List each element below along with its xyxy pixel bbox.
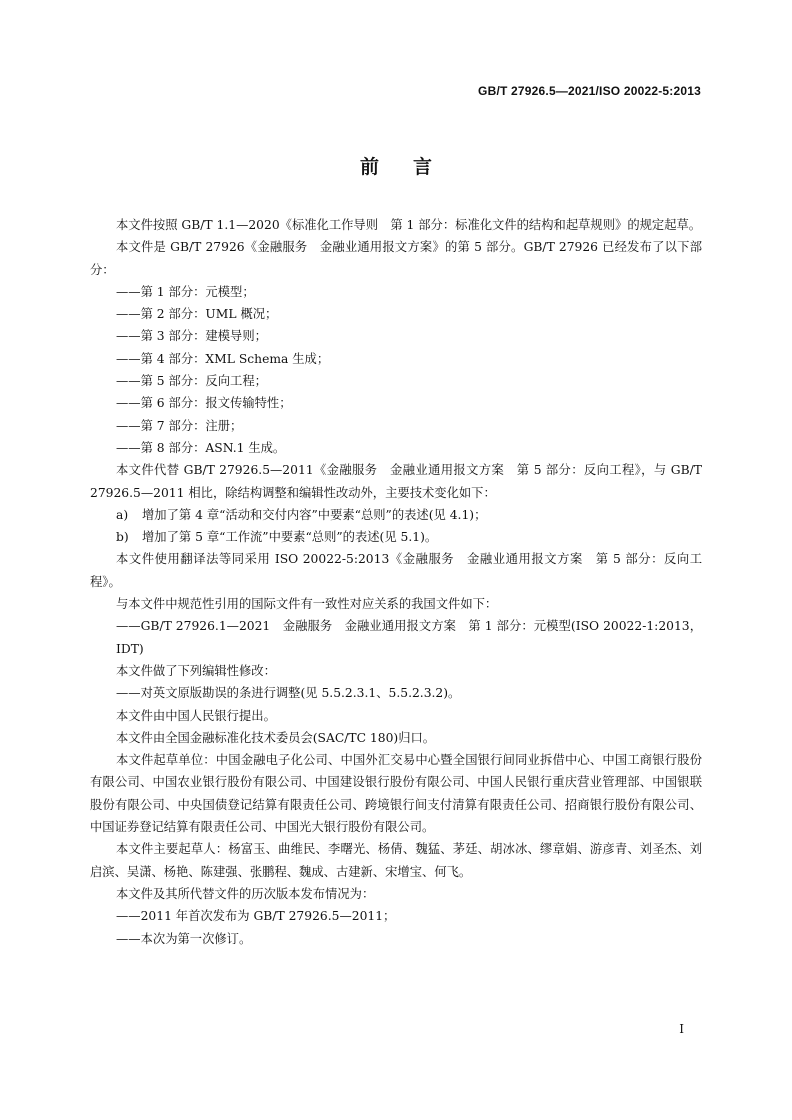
list-item-part: ——第 7 部分：注册； xyxy=(116,418,243,433)
list-item-history: ——本次为第一次修订。 xyxy=(116,931,252,946)
paragraph-drafters: 本文件主要起草人：杨富玉、曲维民、李曙光、杨倩、魏猛、茅廷、胡冰冰、缪章娟、游彦青、刘圣杰、刘启滨、吴潇、杨艳、陈建强、张鹏程、魏成、古建新、宋增宝、何飞。 xyxy=(90,842,702,879)
page-title: 前言 xyxy=(359,156,466,178)
change-label: b) xyxy=(116,530,129,545)
paragraph-history-intro: 本文件及其所代替文件的历次版本发布情况为： xyxy=(116,886,375,901)
list-item-part: ——第 6 部分：报文传输特性； xyxy=(116,396,292,411)
list-item-history: ——2011 年首次发布为 GB/T 27926.5—2011； xyxy=(116,909,396,924)
list-item-editorial-change: ——对英文原版勘误的条进行调整(见 5.5.2.3.1、5.5.2.3.2)。 xyxy=(116,686,461,701)
document-body xyxy=(90,214,702,950)
list-item-part: ——第 5 部分：反向工程； xyxy=(116,374,267,389)
list-item-change xyxy=(90,526,702,548)
paragraph-technical-committee: 本文件由全国金融标准化技术委员会(SAC/TC 180)归口。 xyxy=(116,730,436,745)
paragraph-series-intro: 本文件是 GB/T 27926《金融服务 金融业通用报文方案》的第 5 部分。GB/T 27926 已经发布了以下部分： xyxy=(90,240,702,277)
list-item-normative-ref: ——GB/T 27926.1—2021 金融服务 金融业通用报文方案 第 1 部分：元模型(ISO 20022-1:2013，IDT) xyxy=(116,619,702,656)
paragraph-editorial-changes: 本文件做了下列编辑性修改： xyxy=(116,663,276,678)
paragraph-adoption: 本文件使用翻译法等同采用 ISO 20022-5:2013《金融服务 金融业通用报文方案 第 5 部分：反向工程》。 xyxy=(90,552,702,589)
list-item-part: ——第 4 部分：XML Schema 生成； xyxy=(116,351,330,366)
list-item-part: ——第 8 部分：ASN.1 生成。 xyxy=(116,440,286,455)
list-item-part: ——第 3 部分：建模导则； xyxy=(116,329,267,344)
paragraph-replacement: 本文件代替 GB/T 27926.5—2011《金融服务 金融业通用报文方案 第 5 部分：反向工程》，与 GB/T 27926.5—2011 相比，除结构调整和编辑性改动外，主要技术变化如下： xyxy=(90,463,702,500)
list-item-change xyxy=(90,504,702,526)
change-text: 增加了第 5 章“工作流”中要素“总则”的表述(见 5.1)。 xyxy=(142,530,438,545)
change-text: 增加了第 4 章“活动和交付内容”中要素“总则”的表述(见 4.1)； xyxy=(142,507,487,522)
paragraph-drafting-units: 本文件起草单位：中国金融电子化公司、中国外汇交易中心暨全国银行间同业拆借中心、中国工商银行股份有限公司、中国农业银行股份有限公司、中国建设银行股份有限公司、中国人民银行重庆营业管理部、中国银联股份有限公司、中央国债登记结算有限责任公司、跨境银行间支付清算有限责任公司、招商银行股份有限公司、中国证券登记结算有限责任公司、中国光大银行股份有限公司。 xyxy=(90,753,702,835)
standard-number-header: GB/T 27926.5—2021/ISO 20022-5:2013 xyxy=(478,84,701,98)
paragraph-proposer: 本文件由中国人民银行提出。 xyxy=(116,708,276,723)
page-number: I xyxy=(679,1022,684,1036)
list-item-part: ——第 1 部分：元模型； xyxy=(116,284,255,299)
paragraph-normative-refs: 与本文件中规范性引用的国际文件有一致性对应关系的我国文件如下： xyxy=(116,597,498,612)
change-label: a) xyxy=(116,507,129,522)
list-item-part: ——第 2 部分：UML 概况； xyxy=(116,307,278,322)
paragraph-drafting-rules: 本文件按照 GB/T 1.1—2020《标准化工作导则 第 1 部分：标准化文件的结构和起草规则》的规定起草。 xyxy=(116,218,702,232)
